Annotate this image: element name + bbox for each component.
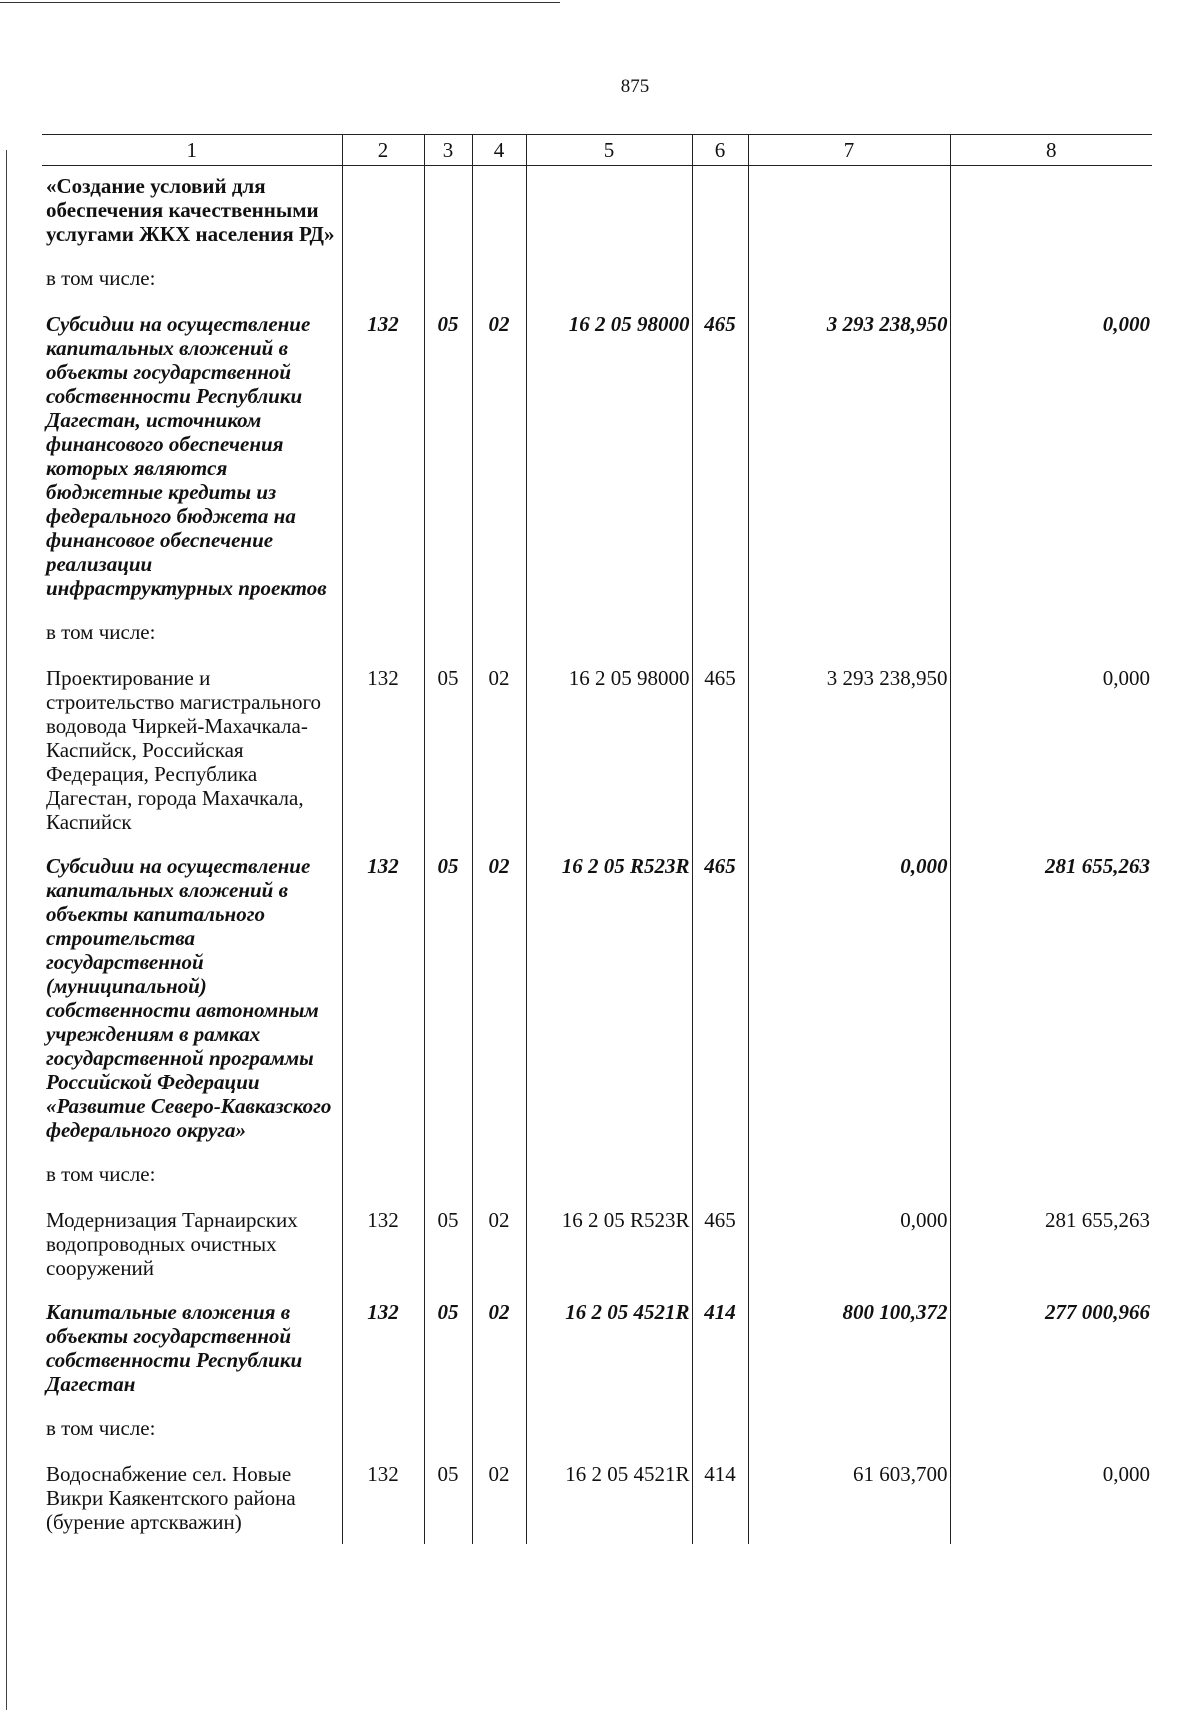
amount-col7-cell xyxy=(748,620,950,666)
expense-type-cell: 465 xyxy=(692,666,748,854)
subsection-cell: 02 xyxy=(472,666,526,854)
amount-col8-cell: 0,000 xyxy=(950,666,1152,854)
subtotal-note-row xyxy=(42,1416,1152,1462)
section-cell: 05 xyxy=(424,1208,472,1300)
budget-table xyxy=(42,134,1152,1544)
ministry-code-cell: 132 xyxy=(342,666,424,854)
ministry-code-cell xyxy=(342,620,424,666)
header-col-3: 3 xyxy=(424,135,472,166)
subsection-cell: 02 xyxy=(472,1462,526,1544)
table-body xyxy=(42,166,1152,1545)
ministry-code-cell: 132 xyxy=(342,1208,424,1300)
amount-col8-cell: 0,000 xyxy=(950,312,1152,620)
section-cell: 05 xyxy=(424,312,472,620)
target-article-cell xyxy=(526,166,692,267)
target-article-cell: 16 2 05 R523R xyxy=(526,854,692,1162)
scan-left-margin-line xyxy=(6,150,7,1710)
subtotal-note-row xyxy=(42,1162,1152,1208)
subsection-cell xyxy=(472,620,526,666)
amount-col8-cell xyxy=(950,1162,1152,1208)
amount-col8-cell xyxy=(950,620,1152,666)
row-name-cell: в том числе: xyxy=(46,266,156,290)
header-col-5: 5 xyxy=(526,135,692,166)
amount-col7-cell: 3 293 238,950 xyxy=(748,312,950,620)
expense-type-cell xyxy=(692,166,748,267)
expense-type-cell: 465 xyxy=(692,312,748,620)
section-cell xyxy=(424,166,472,267)
expense-type-cell xyxy=(692,266,748,312)
target-article-cell xyxy=(526,1162,692,1208)
amount-col8-cell xyxy=(950,166,1152,267)
row-name-cell: Субсидии на осуществление капитальных вложений в объекты государственной собственности Республики Дагестан, источником финансового обеспечения которых являются бюджетные кредиты из федерального бюджета на финансовое обеспечение реализации инфраструктурных проектов xyxy=(46,312,327,600)
table-row xyxy=(42,854,1152,1162)
table-row xyxy=(42,312,1152,620)
section-cell xyxy=(424,1162,472,1208)
header-col-8: 8 xyxy=(950,135,1152,166)
subsection-cell xyxy=(472,1416,526,1462)
subsection-cell: 02 xyxy=(472,312,526,620)
row-name-cell: в том числе: xyxy=(46,1162,156,1186)
amount-col8-cell xyxy=(950,1416,1152,1462)
expense-type-cell: 414 xyxy=(692,1300,748,1416)
row-name-cell: Водоснабжение сел. Новые Викри Каякентского района (бурение артскважин) xyxy=(46,1462,296,1534)
target-article-cell xyxy=(526,266,692,312)
header-col-2: 2 xyxy=(342,135,424,166)
expense-type-cell: 414 xyxy=(692,1462,748,1544)
target-article-cell: 16 2 05 4521R xyxy=(526,1300,692,1416)
row-name-cell: Модернизация Тарнаирских водопроводных очистных сооружений xyxy=(46,1208,298,1280)
section-cell: 05 xyxy=(424,1300,472,1416)
header-row xyxy=(42,135,1152,166)
amount-col8-cell xyxy=(950,266,1152,312)
scan-top-rule xyxy=(0,2,560,3)
row-name-cell: «Создание условий для обеспечения качественными услугами ЖКХ населения РД» xyxy=(46,174,335,246)
page-number: 875 xyxy=(620,76,650,97)
amount-col7-cell: 0,000 xyxy=(748,1208,950,1300)
ministry-code-cell: 132 xyxy=(342,1300,424,1416)
row-name-cell: в том числе: xyxy=(46,1416,156,1440)
row-name-cell: Капитальные вложения в объекты государственной собственности Республики Дагестан xyxy=(46,1300,303,1396)
section-cell: 05 xyxy=(424,666,472,854)
amount-col7-cell: 0,000 xyxy=(748,854,950,1162)
subsection-cell xyxy=(472,166,526,267)
amount-col7-cell xyxy=(748,166,950,267)
target-article-cell xyxy=(526,620,692,666)
amount-col8-cell: 281 655,263 xyxy=(950,854,1152,1162)
table-row xyxy=(42,166,1152,267)
header-col-1: 1 xyxy=(42,135,342,166)
section-cell: 05 xyxy=(424,854,472,1162)
subsection-cell: 02 xyxy=(472,1208,526,1300)
table-row xyxy=(42,1300,1152,1416)
expense-type-cell xyxy=(692,620,748,666)
amount-col7-cell xyxy=(748,1416,950,1462)
amount-col8-cell: 277 000,966 xyxy=(950,1300,1152,1416)
expense-type-cell: 465 xyxy=(692,854,748,1162)
ministry-code-cell xyxy=(342,266,424,312)
target-article-cell: 16 2 05 98000 xyxy=(526,312,692,620)
expense-type-cell: 465 xyxy=(692,1208,748,1300)
expense-type-cell xyxy=(692,1416,748,1462)
ministry-code-cell: 132 xyxy=(342,1462,424,1544)
amount-col7-cell: 3 293 238,950 xyxy=(748,666,950,854)
subsection-cell xyxy=(472,1162,526,1208)
section-cell xyxy=(424,620,472,666)
amount-col7-cell: 61 603,700 xyxy=(748,1462,950,1544)
target-article-cell: 16 2 05 4521R xyxy=(526,1462,692,1544)
target-article-cell: 16 2 05 R523R xyxy=(526,1208,692,1300)
amount-col8-cell: 281 655,263 xyxy=(950,1208,1152,1300)
expense-type-cell xyxy=(692,1162,748,1208)
row-name-cell: Субсидии на осуществление капитальных вложений в объекты капитального строительства государственной (муниципальной) собственности автономным учреждениям в рамках государственной программы Российской Федерации «Развитие Северо-Кавказского федерального округа» xyxy=(46,854,332,1142)
subtotal-note-row xyxy=(42,620,1152,666)
subsection-cell xyxy=(472,266,526,312)
amount-col8-cell: 0,000 xyxy=(950,1462,1152,1544)
row-name-cell: Проектирование и строительство магистрального водовода Чиркей-Махачкала-Каспийск, Российская Федерация, Республика Дагестан, города Махачкала, Каспийск xyxy=(46,666,322,834)
section-cell xyxy=(424,1416,472,1462)
row-name-cell: в том числе: xyxy=(46,620,156,644)
section-cell: 05 xyxy=(424,1462,472,1544)
subtotal-note-row xyxy=(42,266,1152,312)
ministry-code-cell: 132 xyxy=(342,312,424,620)
ministry-code-cell xyxy=(342,166,424,267)
ministry-code-cell xyxy=(342,1162,424,1208)
target-article-cell xyxy=(526,1416,692,1462)
table-row xyxy=(42,1462,1152,1544)
target-article-cell: 16 2 05 98000 xyxy=(526,666,692,854)
amount-col7-cell xyxy=(748,1162,950,1208)
ministry-code-cell xyxy=(342,1416,424,1462)
amount-col7-cell xyxy=(748,266,950,312)
subsection-cell: 02 xyxy=(472,854,526,1162)
table-row xyxy=(42,1208,1152,1300)
header-col-6: 6 xyxy=(692,135,748,166)
header-col-4: 4 xyxy=(472,135,526,166)
amount-col7-cell: 800 100,372 xyxy=(748,1300,950,1416)
table-header xyxy=(42,135,1152,166)
header-col-7: 7 xyxy=(748,135,950,166)
subsection-cell: 02 xyxy=(472,1300,526,1416)
section-cell xyxy=(424,266,472,312)
table-row xyxy=(42,666,1152,854)
ministry-code-cell: 132 xyxy=(342,854,424,1162)
